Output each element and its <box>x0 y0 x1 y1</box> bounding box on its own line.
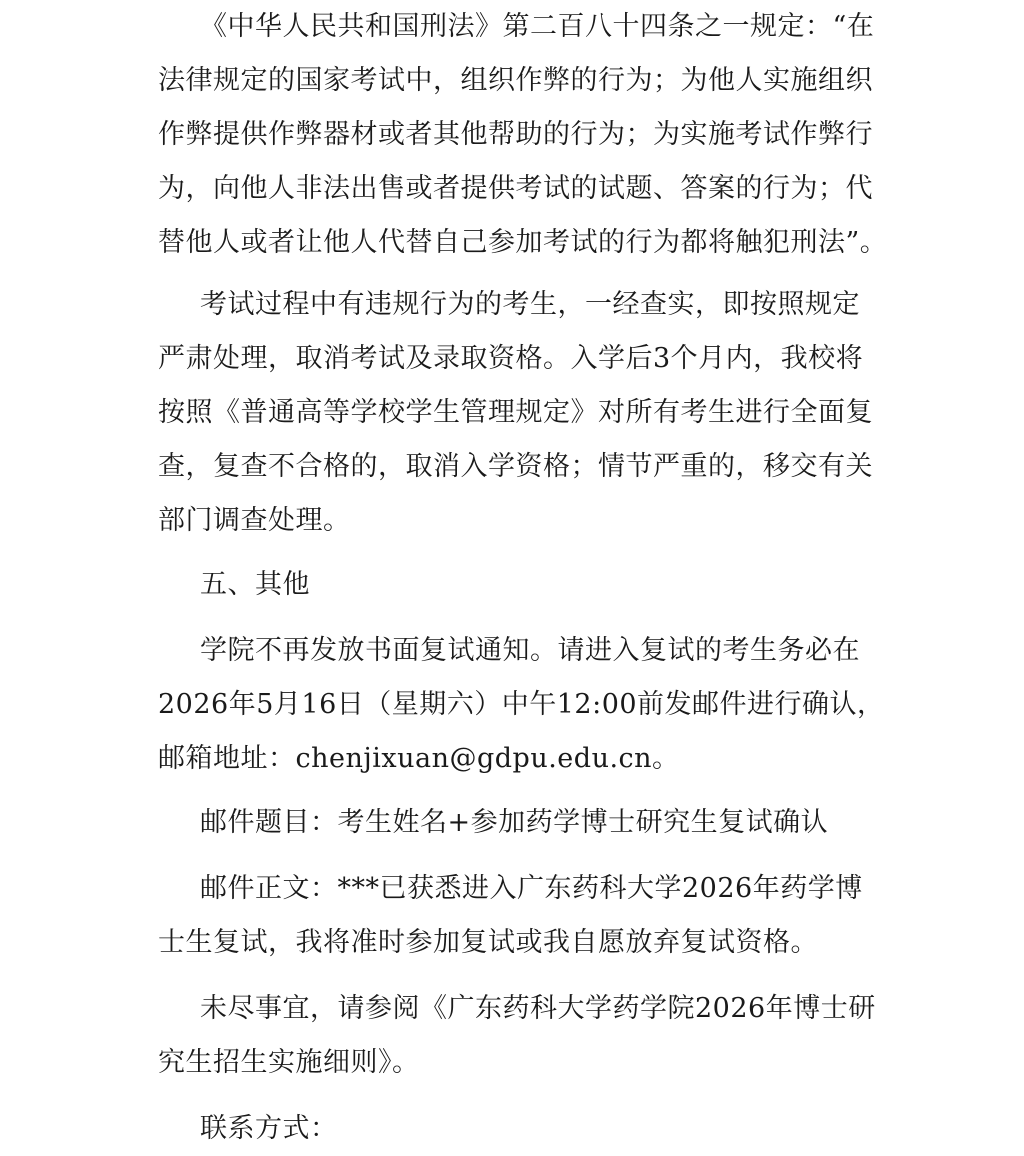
paragraph-criminal-law-quote <box>158 0 888 270</box>
text-line: 邮箱地址：chenjixuan@gdpu.edu.cn。 <box>158 743 680 774</box>
section-heading-other <box>158 558 878 612</box>
text-line: 考试过程中有违规行为的考生，一经查实，即按照规定 <box>200 289 860 320</box>
text-line: 法律规定的国家考试中，组织作弊的行为；为他人实施组织 <box>158 65 873 96</box>
text-line: 作弊提供作弊器材或者其他帮助的行为；为实施考试作弊行 <box>158 119 873 150</box>
text-line: 按照《普通高等学校学生管理规定》对所有考生进行全面复 <box>158 397 873 428</box>
paragraph-other-matters <box>158 982 878 1090</box>
text-line: 未尽事宜，请参阅《广东药科大学药学院2026年博士研 <box>200 993 876 1024</box>
text-line: 《中华人民共和国刑法》第二百八十四条之一规定：“在 <box>200 11 875 42</box>
text-line: 邮件题目：考生姓名+参加药学博士研究生复试确认 <box>200 807 829 838</box>
paragraph-email-body <box>158 862 878 970</box>
text-line: 学院不再发放书面复试通知。请进入复试的考生务必在 <box>200 635 860 666</box>
text-line: 士生复试，我将准时参加复试或我自愿放弃复试资格。 <box>158 927 818 958</box>
paragraph-confirmation-notice <box>158 624 885 786</box>
section-heading: 联系方式： <box>200 1113 338 1144</box>
paragraph-email-subject <box>158 796 878 850</box>
text-line: 为，向他人非法出售或者提供考试的试题、答案的行为；代 <box>158 173 873 204</box>
text-line: 2026年5月16日（星期六）中午12:00前发邮件进行确认， <box>158 689 885 720</box>
text-line: 究生招生实施细则》。 <box>158 1047 420 1078</box>
text-line: 严肃处理，取消考试及录取资格。入学后3个月内，我校将 <box>158 343 864 374</box>
text-line: 查，复查不合格的，取消入学资格；情节严重的，移交有关 <box>158 451 873 482</box>
paragraph-violation-handling <box>158 278 878 548</box>
text-line: 部门调查处理。 <box>158 505 351 536</box>
section-heading: 五、其他 <box>200 569 310 600</box>
text-line: 邮件正文：***已获悉进入广东药科大学2026年药学博 <box>200 873 863 904</box>
section-heading-contact <box>158 1102 878 1156</box>
text-line: 替他人或者让他人代替自己参加考试的行为都将触犯刑法”。 <box>158 227 888 258</box>
